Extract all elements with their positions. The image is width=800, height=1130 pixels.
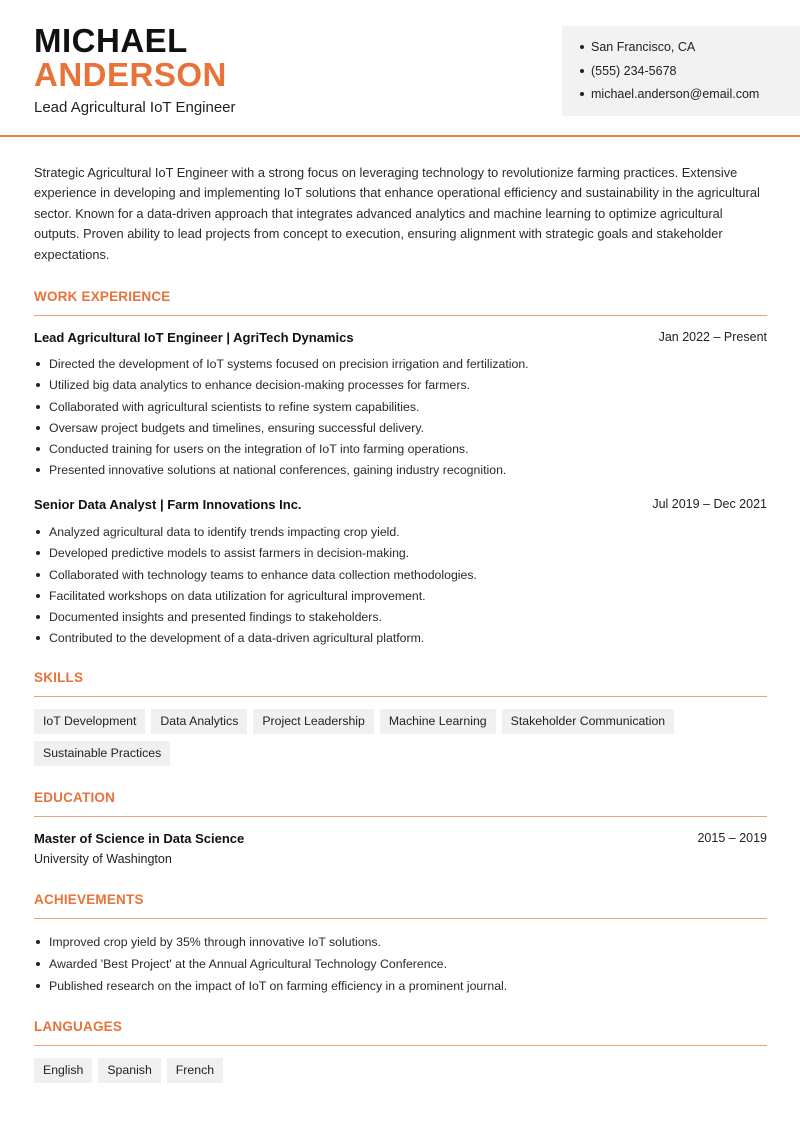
skills-list xyxy=(34,709,774,773)
language-chip: English xyxy=(34,1058,92,1083)
section-divider xyxy=(34,918,767,919)
section-divider xyxy=(34,315,767,316)
bullet-icon xyxy=(36,383,40,387)
bullet-icon xyxy=(36,940,40,944)
contact-box xyxy=(562,26,800,116)
skill-chip: Machine Learning xyxy=(380,709,496,734)
bullet-text: Presented innovative solutions at national conferences, gaining industry recognition. xyxy=(49,463,507,478)
bullet-icon xyxy=(36,615,40,619)
bullet-icon xyxy=(36,551,40,555)
contact-phone xyxy=(580,63,800,87)
section-title-achievements: ACHIEVEMENTS xyxy=(34,892,144,907)
list-item xyxy=(34,956,767,978)
bullet-text: Collaborated with agricultural scientists to refine system capabilities. xyxy=(49,399,420,414)
job-title: Lead Agricultural IoT Engineer xyxy=(34,99,236,116)
job-header xyxy=(34,330,767,345)
job-date: Jan 2022 – Present xyxy=(658,330,767,344)
section-divider xyxy=(34,696,767,697)
list-item xyxy=(34,441,767,462)
list-item xyxy=(34,609,767,630)
achievement-text: Published research on the impact of IoT on farming efficiency in a prominent journal. xyxy=(49,979,508,993)
job-bullets xyxy=(34,356,767,484)
achievements-list xyxy=(34,934,767,1000)
contact-email[interactable] xyxy=(580,86,800,110)
bullet-icon xyxy=(580,92,584,96)
languages-list xyxy=(34,1058,774,1090)
bullet-icon xyxy=(36,447,40,451)
language-chip: French xyxy=(167,1058,223,1083)
bullet-icon xyxy=(36,468,40,472)
bullet-icon xyxy=(36,594,40,598)
bullet-text: Oversaw project budgets and timelines, ensuring successful delivery. xyxy=(49,420,425,435)
bullet-icon xyxy=(36,573,40,577)
bullet-text: Developed predictive models to assist farmers in decision-making. xyxy=(49,546,410,561)
list-item xyxy=(34,524,767,545)
list-item xyxy=(34,545,767,566)
job-date: Jul 2019 – Dec 2021 xyxy=(652,497,767,511)
bullet-icon xyxy=(36,530,40,534)
education-header xyxy=(34,831,767,846)
bullet-icon xyxy=(36,426,40,430)
bullet-icon xyxy=(36,362,40,366)
job-header xyxy=(34,497,767,512)
list-item xyxy=(34,462,767,483)
skill-chip: Stakeholder Communication xyxy=(502,709,674,734)
list-item xyxy=(34,978,767,1000)
bullet-text: Facilitated workshops on data utilization for agricultural improvement. xyxy=(49,588,426,603)
achievement-text: Improved crop yield by 35% through innovative IoT solutions. xyxy=(49,935,381,949)
skill-chip: IoT Development xyxy=(34,709,145,734)
job-role: Lead Agricultural IoT Engineer | AgriTech Dynamics xyxy=(34,330,354,345)
education-date: 2015 – 2019 xyxy=(697,831,767,845)
list-item xyxy=(34,934,767,956)
contact-location xyxy=(580,39,800,63)
section-title-education: EDUCATION xyxy=(34,790,116,805)
list-item xyxy=(34,630,767,651)
list-item xyxy=(34,356,767,377)
first-name: MICHAEL xyxy=(34,22,188,59)
list-item xyxy=(34,588,767,609)
school: University of Washington xyxy=(34,852,172,866)
list-item xyxy=(34,399,767,420)
contact-phone-text: (555) 234-5678 xyxy=(591,63,677,78)
last-name: ANDERSON xyxy=(34,56,227,93)
contact-email-text[interactable]: michael.anderson@email.com xyxy=(591,87,760,101)
summary-paragraph: Strategic Agricultural IoT Engineer with a strong focus on leveraging technology to revolutionize farming practices. Extensive experience in developing and implementing IoT solutions that enhance operational efficiency and sustainability in the agricultural sector. Known for a data-driven approach that integrates advanced analytics and machine learning to optimize agricultural outputs. Proven ability to lead projects from concept to execution, ensuring alignment with strategic goals and stakeholder expectations. xyxy=(34,165,760,262)
skill-chip: Project Leadership xyxy=(253,709,374,734)
bullet-icon xyxy=(36,962,40,966)
list-item xyxy=(34,377,767,398)
section-divider xyxy=(34,816,767,817)
job-role: Senior Data Analyst | Farm Innovations Inc. xyxy=(34,497,302,512)
section-title-languages: LANGUAGES xyxy=(34,1019,123,1034)
bullet-text: Conducted training for users on the integration of IoT into farming operations. xyxy=(49,442,469,457)
resume-header xyxy=(0,0,800,137)
bullet-icon xyxy=(36,984,40,988)
skill-chip: Data Analytics xyxy=(151,709,247,734)
section-title-work: WORK EXPERIENCE xyxy=(34,289,171,304)
bullet-icon xyxy=(36,636,40,640)
list-item xyxy=(34,420,767,441)
job-bullets xyxy=(34,524,767,652)
bullet-text: Analyzed agricultural data to identify trends impacting crop yield. xyxy=(49,525,400,539)
achievement-text: Awarded 'Best Project' at the Annual Agricultural Technology Conference. xyxy=(49,957,447,971)
skill-chip: Sustainable Practices xyxy=(34,741,170,766)
bullet-text: Directed the development of IoT systems focused on precision irrigation and fertilization. xyxy=(49,357,529,371)
bullet-text: Documented insights and presented findings to stakeholders. xyxy=(49,610,382,625)
bullet-text: Utilized big data analytics to enhance decision-making processes for farmers. xyxy=(49,378,471,393)
bullet-text: Contributed to the development of a data-driven agricultural platform. xyxy=(49,631,425,646)
degree: Master of Science in Data Science xyxy=(34,831,245,846)
bullet-icon xyxy=(580,69,584,73)
contact-location-text: San Francisco, CA xyxy=(591,40,696,54)
section-divider xyxy=(34,1045,767,1046)
bullet-icon xyxy=(36,405,40,409)
bullet-icon xyxy=(580,45,584,49)
language-chip: Spanish xyxy=(98,1058,160,1083)
section-title-skills: SKILLS xyxy=(34,670,84,685)
list-item xyxy=(34,567,767,588)
bullet-text: Collaborated with technology teams to enhance data collection methodologies. xyxy=(49,567,477,582)
